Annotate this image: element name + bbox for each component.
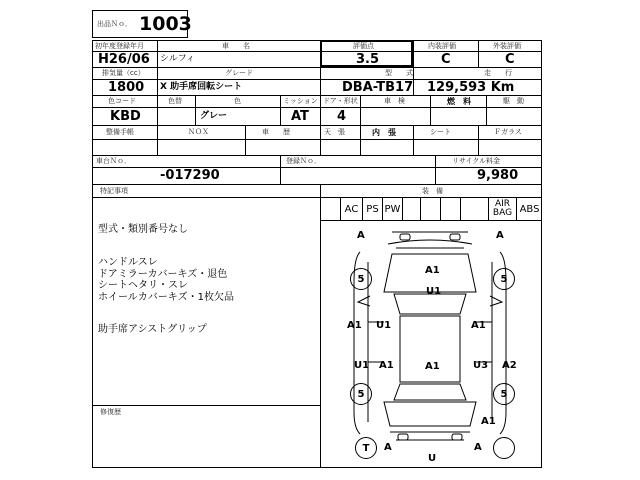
mark-front-left-bumper: A bbox=[357, 230, 365, 241]
mark-front-right-bumper: A bbox=[496, 230, 504, 241]
front-glass-label: Ｆガラス bbox=[494, 128, 522, 136]
equip-ac: AC bbox=[344, 204, 359, 215]
score-value: 3.5 bbox=[356, 52, 380, 67]
mission-value: AT bbox=[291, 109, 309, 124]
inspection-label: 車 検 bbox=[384, 97, 405, 105]
spare-tire-right bbox=[493, 437, 515, 459]
color-label: 色 bbox=[234, 97, 241, 105]
interior-trim-label: 内 張 bbox=[372, 128, 396, 137]
grade-label: グレード bbox=[225, 69, 253, 77]
seat-label: シート bbox=[430, 128, 451, 136]
mark-left-front-door: U1 bbox=[376, 320, 392, 331]
wheel-rear-left: 5 bbox=[350, 383, 372, 405]
fuel-label: 燃 料 bbox=[447, 97, 471, 106]
chassis-value: -017290 bbox=[160, 168, 220, 183]
lot-number-label: 出品Ｎｏ． bbox=[97, 20, 132, 28]
remarks-item: ドアミラーカバーキズ・退色 bbox=[98, 268, 228, 280]
mark-hood: A1 bbox=[425, 265, 440, 276]
displacement-value: 1800 bbox=[108, 80, 145, 95]
mark-right-rear-door: U3 bbox=[473, 360, 489, 371]
lot-number: 1003 bbox=[139, 13, 192, 35]
model-label: 型 式 bbox=[385, 69, 413, 77]
mark-left-fender: A1 bbox=[347, 320, 362, 331]
recycle-value: 9,980 bbox=[477, 168, 519, 183]
equip-airbag: AIR BAG bbox=[492, 199, 513, 218]
remarks-line-grip: 助手席アシストグリップ bbox=[98, 324, 207, 335]
lot-number-box bbox=[92, 10, 192, 38]
wheel-rear-right: 5 bbox=[493, 383, 515, 405]
mark-rear-bumper-right: A bbox=[474, 442, 482, 453]
car-name-label: 車 名 bbox=[222, 42, 250, 50]
wheel-front-right: 5 bbox=[493, 268, 515, 290]
mark-rear-bumper-left: A bbox=[384, 442, 392, 453]
repair-history-label: 修復歴 bbox=[100, 408, 121, 416]
nox-label: ＮＯＸ bbox=[188, 128, 209, 136]
door-label: ドア・形状 bbox=[323, 97, 358, 105]
drive-label: 駆 動 bbox=[503, 97, 524, 105]
displacement-label: 排気量（cc） bbox=[102, 69, 145, 77]
car-name-value: シルフィ bbox=[160, 54, 196, 64]
chassis-label: 車台Ｎｏ． bbox=[96, 157, 131, 165]
exterior-rating-label: 外装評価 bbox=[493, 42, 521, 50]
color-code-value: KBD bbox=[110, 109, 141, 124]
headliner-label: 天 張 bbox=[324, 128, 345, 136]
mark-rear-right: A1 bbox=[481, 416, 496, 427]
mark-right-front-door: A1 bbox=[471, 320, 486, 331]
remarks-line-model: 型式・類別番号なし bbox=[98, 224, 188, 235]
history-label: 車 歴 bbox=[262, 128, 290, 136]
color-code-label: 色コード bbox=[108, 97, 136, 105]
first-reg-label: 初年度登録年月 bbox=[95, 42, 144, 50]
interior-rating-value: C bbox=[441, 52, 451, 67]
interior-rating-label: 内装評価 bbox=[428, 42, 456, 50]
equipment-label: 装 備 bbox=[422, 187, 443, 195]
remarks-label: 特記事項 bbox=[100, 187, 128, 195]
mark-windshield: U1 bbox=[426, 286, 442, 297]
door-value: 4 bbox=[337, 109, 347, 124]
remarks-item: ホイールカバーキズ・1枚欠品 bbox=[98, 291, 234, 303]
remarks-list bbox=[98, 257, 318, 303]
mileage-label: 走 行 bbox=[484, 69, 512, 77]
color-change-label: 色替 bbox=[168, 97, 182, 105]
color-value: グレー bbox=[200, 111, 228, 121]
wheel-front-left: 5 bbox=[350, 268, 372, 290]
mission-label: ミッション bbox=[283, 97, 318, 105]
equip-abs: ABS bbox=[519, 204, 540, 215]
equip-ps: PS bbox=[366, 204, 379, 215]
first-reg-value: H26/06 bbox=[98, 52, 150, 67]
score-label: 評価点 bbox=[353, 42, 374, 50]
remarks-item: シートヘタリ・スレ bbox=[98, 280, 188, 291]
spare-tire: T bbox=[355, 437, 377, 459]
maintenance-book-label: 整備手帳 bbox=[106, 128, 134, 136]
car-diagram bbox=[330, 222, 530, 462]
registration-label: 登録Ｎｏ． bbox=[286, 157, 321, 165]
recycle-label: リサイクル料金 bbox=[452, 157, 501, 165]
mark-right-rear-quarter: A2 bbox=[502, 360, 517, 371]
mileage-value: 129,593 Km bbox=[427, 80, 515, 95]
mark-rear-bumper-center: U bbox=[428, 453, 437, 464]
grade-value: X 助手席回転シート bbox=[160, 82, 243, 92]
mark-left-rear-door: A1 bbox=[379, 360, 394, 371]
mark-roof: A1 bbox=[425, 361, 440, 372]
model-value: DBA-TB17 bbox=[342, 80, 414, 95]
equip-pw: PW bbox=[384, 204, 401, 215]
remarks-item: ハンドルスレ bbox=[98, 257, 158, 268]
mark-left-rear-quarter: U1 bbox=[354, 360, 370, 371]
exterior-rating-value: C bbox=[505, 52, 515, 67]
